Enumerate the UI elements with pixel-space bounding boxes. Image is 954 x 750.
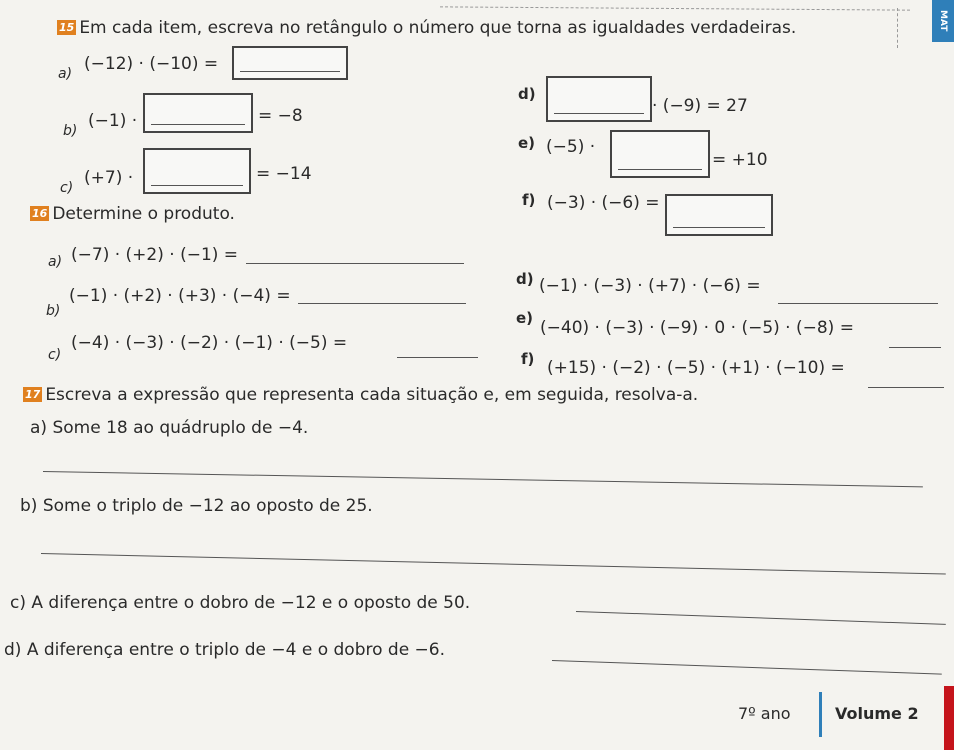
q15-e-expr-right: = +10 [712, 150, 768, 170]
q15-a-answer-box[interactable] [232, 46, 348, 80]
footer-grade: 7º ano [738, 704, 791, 723]
q16-a-answer-line[interactable] [246, 263, 464, 264]
q16-e-answer-line[interactable] [889, 347, 941, 348]
q16-d-expr: (−1) · (−3) · (+7) · (−6) = [539, 276, 761, 296]
q15-c-expr-left: (+7) · [84, 168, 134, 188]
q15-f-answer-box[interactable] [665, 194, 773, 236]
q17-d-text: d) A diferença entre o triplo de −4 e o dobro de −6. [4, 640, 446, 660]
q17-prompt: 17 Escreva a expressão que representa cada situação e, em seguida, resolva-a. [25, 385, 699, 405]
q15-c-answer-box[interactable] [143, 148, 251, 194]
q15-b-answer-box[interactable] [143, 93, 253, 133]
q15-e-label: e) [518, 134, 536, 152]
q16-f-answer-line[interactable] [868, 387, 944, 388]
q16-e-expr: (−40) · (−3) · (−9) · 0 · (−5) · (−8) = [540, 318, 854, 338]
q15-d-expr-right: · (−9) = 27 [652, 96, 748, 116]
q16-b-answer-line[interactable] [298, 303, 466, 304]
q17-d-answer-line[interactable] [552, 660, 942, 675]
q16-b-label: b) [46, 303, 61, 319]
q16-a-expr: (−7) · (+2) · (−1) = [71, 245, 239, 265]
footer-volume: Volume 2 [835, 704, 919, 723]
dashed-border-right [897, 8, 898, 48]
q16-c-answer-line[interactable] [397, 357, 478, 358]
q16-a-label: a) [48, 254, 63, 270]
q16-d-answer-line[interactable] [778, 303, 938, 304]
subject-tab: MAT [932, 0, 954, 42]
q15-prompt: 15 Em cada item, escreva no retângulo o número que torna as igualdades verdadeiras. [59, 18, 797, 38]
q15-c-label: c) [60, 180, 74, 196]
q15-b-expr-right: = −8 [258, 106, 303, 126]
q17-c-answer-line[interactable] [576, 611, 946, 625]
q16-c-expr: (−4) · (−3) · (−2) · (−1) · (−5) = [71, 333, 348, 353]
q15-d-answer-box[interactable] [546, 76, 652, 122]
q15-f-expr: (−3) · (−6) = [547, 193, 660, 213]
q15-b-label: b) [63, 123, 78, 139]
q17-a-text: a) Some 18 ao quádruplo de −4. [30, 418, 309, 438]
q16-d-label: d) [516, 270, 534, 288]
q16-f-label: f) [521, 350, 535, 368]
q17-b-answer-line[interactable] [41, 553, 946, 575]
footer-separator [819, 692, 822, 737]
q15-f-label: f) [522, 191, 536, 209]
q15-d-label: d) [518, 85, 536, 103]
q16-b-expr: (−1) · (+2) · (+3) · (−4) = [69, 286, 291, 306]
q15-c-expr-right: = −14 [256, 164, 312, 184]
q15-e-answer-box[interactable] [610, 130, 710, 178]
page-edge-strip [944, 686, 954, 750]
q16-prompt: 16 Determine o produto. [32, 204, 235, 224]
q17-a-answer-line[interactable] [43, 471, 923, 487]
q16-e-label: e) [516, 309, 534, 327]
q15-a-label: a) [58, 66, 73, 82]
q17-c-text: c) A diferença entre o dobro de −12 e o oposto de 50. [10, 593, 471, 613]
q17-number: 17 [25, 388, 41, 401]
q16-f-expr: (+15) · (−2) · (−5) · (+1) · (−10) = [547, 358, 845, 378]
q15-b-expr-left: (−1) · [88, 111, 138, 131]
q17-b-text: b) Some o triplo de −12 ao oposto de 25. [20, 496, 373, 516]
q15-e-expr-left: (−5) · [546, 137, 596, 157]
q16-c-label: c) [48, 347, 62, 363]
q15-a-expr: (−12) · (−10) = [84, 54, 219, 74]
dashed-border-top [440, 6, 910, 10]
q15-number: 15 [59, 21, 75, 34]
q16-number: 16 [32, 207, 48, 220]
